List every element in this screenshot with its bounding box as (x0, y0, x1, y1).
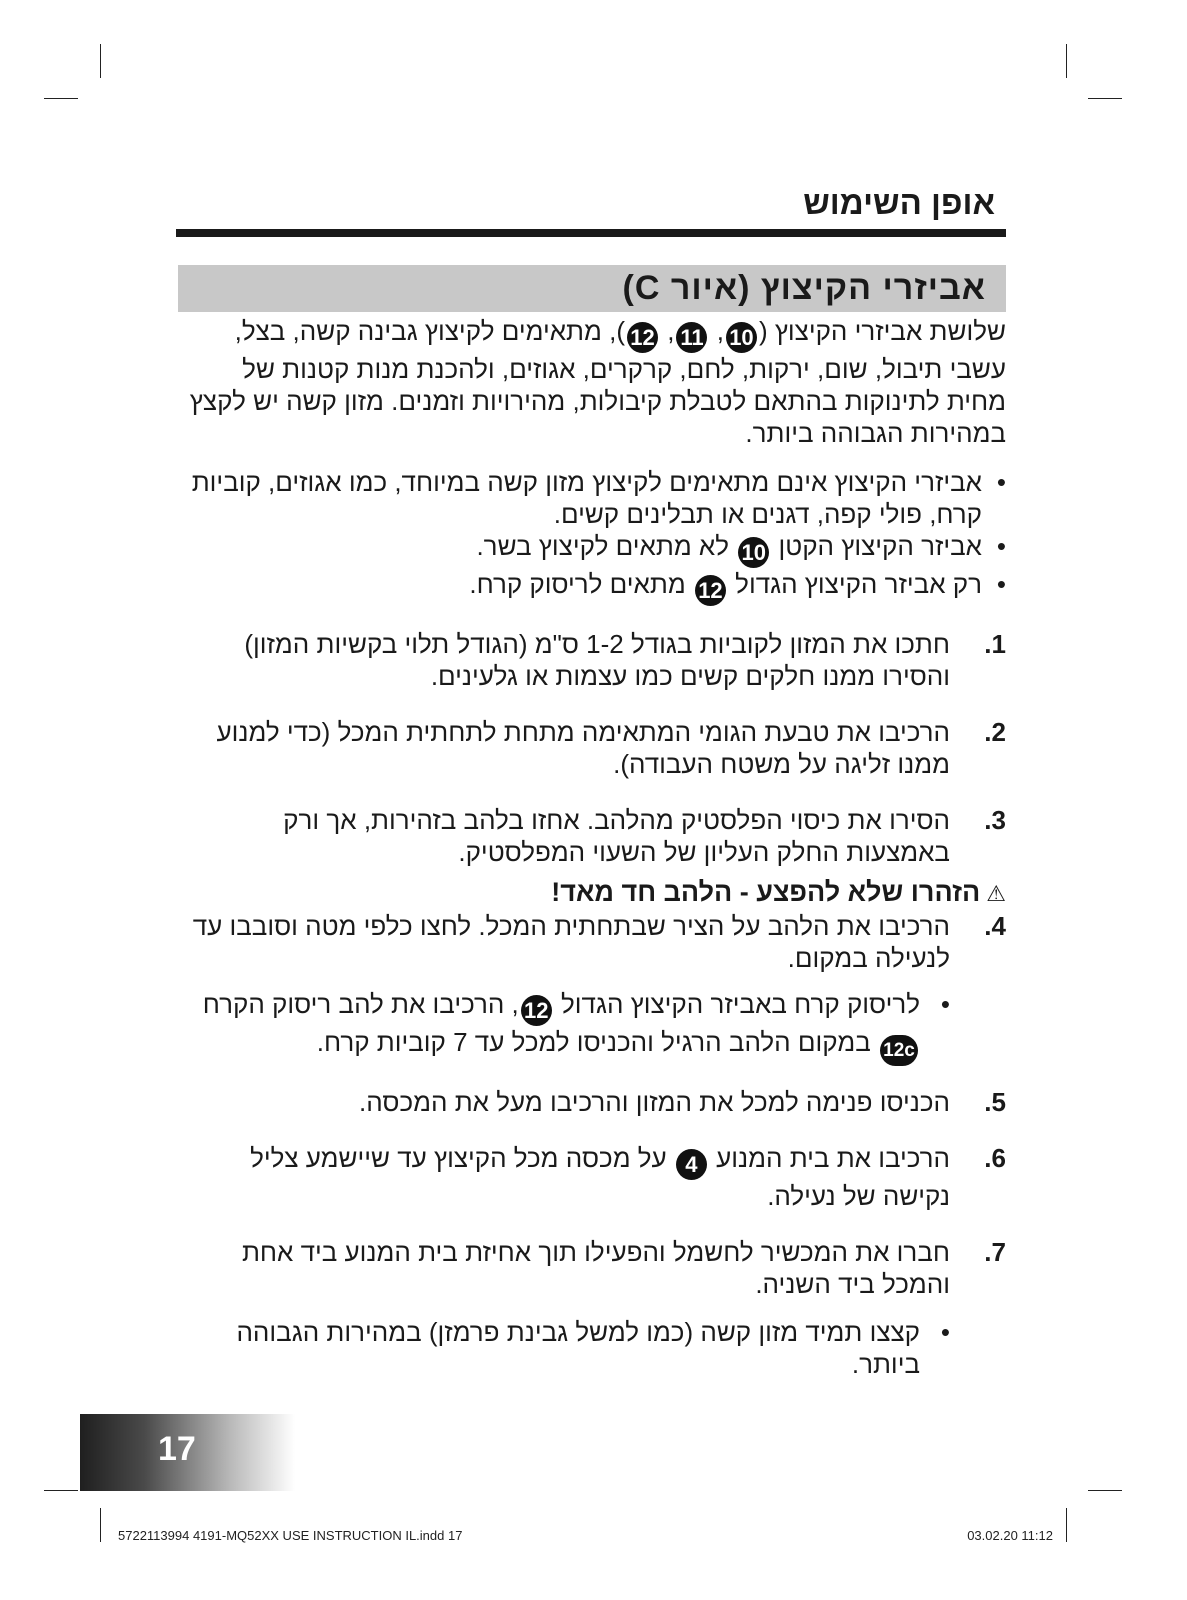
part-number-badge: 10 (726, 322, 757, 353)
step-item (176, 716, 1006, 780)
bullet-text: רק אביזר הקיצוץ הגדול (735, 569, 982, 599)
step-item (176, 804, 1006, 868)
crop-mark (1066, 44, 1067, 78)
step-item (176, 910, 1006, 974)
crop-mark (1088, 1490, 1122, 1491)
step-text: הכניסו פנימה למכל את המזון והרכיבו מעל את המכסה. (358, 1087, 950, 1117)
warning-text: הזהרו שלא להפצע - הלהב חד מאד! (551, 877, 981, 907)
part-number-badge: 11 (676, 322, 707, 353)
step-number: 1. (984, 629, 1006, 659)
step-text: הסירו את כיסוי הפלסטיק מהלהב. אחזו בלהב בזהירות, אך ורק באמצעות החלק העליון של השעוי המפלסטיק. (283, 805, 950, 867)
bullet-item (176, 530, 1006, 568)
part-number-badge: 12c (880, 1035, 918, 1066)
bullet-text: לא מתאים לקיצוץ בשר. (476, 531, 730, 561)
step-number: 3. (984, 805, 1006, 835)
separator: , (667, 316, 675, 346)
sub-bullet-item: • קצצו תמיד מזון קשה (כמו למשל גבינת פרמזן) במהירות הגבוהה ביותר. (176, 1316, 950, 1380)
step-item (176, 628, 1006, 692)
title-divider (176, 229, 1006, 237)
step-number: 2. (984, 717, 1006, 747)
crop-mark (1088, 98, 1122, 99)
warning-icon: ⚠ (986, 881, 1006, 906)
crop-mark (1066, 1508, 1067, 1542)
part-number-badge: 12 (627, 322, 658, 353)
page-title: אופן השימוש (803, 184, 995, 221)
bullet-text: במקום הלהב הרגיל והכניסו למכל עד 7 קוביות קרח. (316, 1027, 871, 1057)
crop-mark (44, 1490, 78, 1491)
bullet-item: • אביזרי הקיצוץ אינם מתאימים לקיצוץ מזון קשה במיוחד, כמו אגוזים, קוביות קרח, פולי קפה, דגנים או תבלינים קשים. (176, 466, 1006, 530)
warning-note (176, 876, 1006, 910)
step-text: הרכיבו את הלהב על הציר שבתחתית המכל. לחצו כלפי מטה וסובבו עד לנעילה במקום. (192, 911, 950, 973)
section-header (178, 265, 1006, 312)
intro-paragraph (176, 315, 1006, 449)
sub-bullet-item (176, 988, 950, 1066)
step-item (176, 1086, 1006, 1118)
bullet-text: לריסוק קרח באביזר הקיצוץ הגדול (561, 989, 920, 1019)
bullet-text: מתאים לריסוק קרח. (469, 569, 686, 599)
crop-mark (100, 1508, 101, 1542)
step-text: חברו את המכשיר לחשמל והפעילו תוך אחיזת בית המנוע ביד אחת והמכל ביד השניה. (241, 1237, 950, 1299)
step-text: הרכיבו את טבעת הגומי המתאימה מתחת לתחתית המכל (כדי למנוע ממנו זליגה על משטח העבודה). (216, 717, 950, 779)
part-number-badge: 4 (676, 1149, 707, 1180)
page-number: 17 (158, 1430, 196, 1468)
print-date: 03.02.20 11:12 (967, 1528, 1053, 1543)
bullet-item (176, 568, 1006, 606)
intro-text: שלושת אביזרי הקיצוץ ( (758, 316, 1006, 346)
crop-mark (100, 44, 101, 78)
file-info: 5722113994 4191-MQ52XX USE INSTRUCTION IL.indd 17 (118, 1528, 463, 1543)
part-number-badge: 12 (521, 995, 552, 1026)
crop-mark (44, 98, 78, 99)
step-number: 4. (984, 911, 1006, 941)
step-text: חתכו את המזון לקוביות בגודל 1-2 ס"מ (הגודל תלוי בקשיות המזון) והסירו ממנו חלקים קשים כמו עצמות או גלעינים. (244, 629, 950, 691)
step-number: 7. (984, 1237, 1006, 1267)
separator: , (716, 316, 724, 346)
step-text: על מכסה מכל הקיצוץ עד שיישמע צליל נקישה של נעילה. (250, 1143, 950, 1211)
step-item (176, 1236, 1006, 1300)
page-number-tab (80, 1414, 295, 1491)
step-text: הרכיבו את בית המנוע (716, 1143, 950, 1173)
part-number-badge: 10 (738, 537, 769, 568)
intro-text: ), מתאימים לקיצוץ גבינה קשה, בצל, עשבי תיבול, שום, ירקות, לחם, קרקרים, אגוזים, ולהכנת מנות קטנות של מחית לתינוקות בהתאם לטבלת קיבולות, מהירויות וזמנים. מזון קשה יש לקצץ במהירות הגבוהה ביותר. (189, 316, 1006, 448)
bullet-text: אביזר הקיצוץ הקטן (778, 531, 982, 561)
step-number: 5. (984, 1087, 1006, 1117)
step-item (176, 1142, 1006, 1212)
section-title: אביזרי הקיצוץ (איור C) (622, 269, 986, 307)
part-number-badge: 12 (695, 575, 726, 606)
instructions-content (176, 315, 1006, 1400)
step-number: 6. (984, 1143, 1006, 1173)
bullet-text: , הרכיבו את להב ריסוק הקרח (202, 989, 519, 1019)
